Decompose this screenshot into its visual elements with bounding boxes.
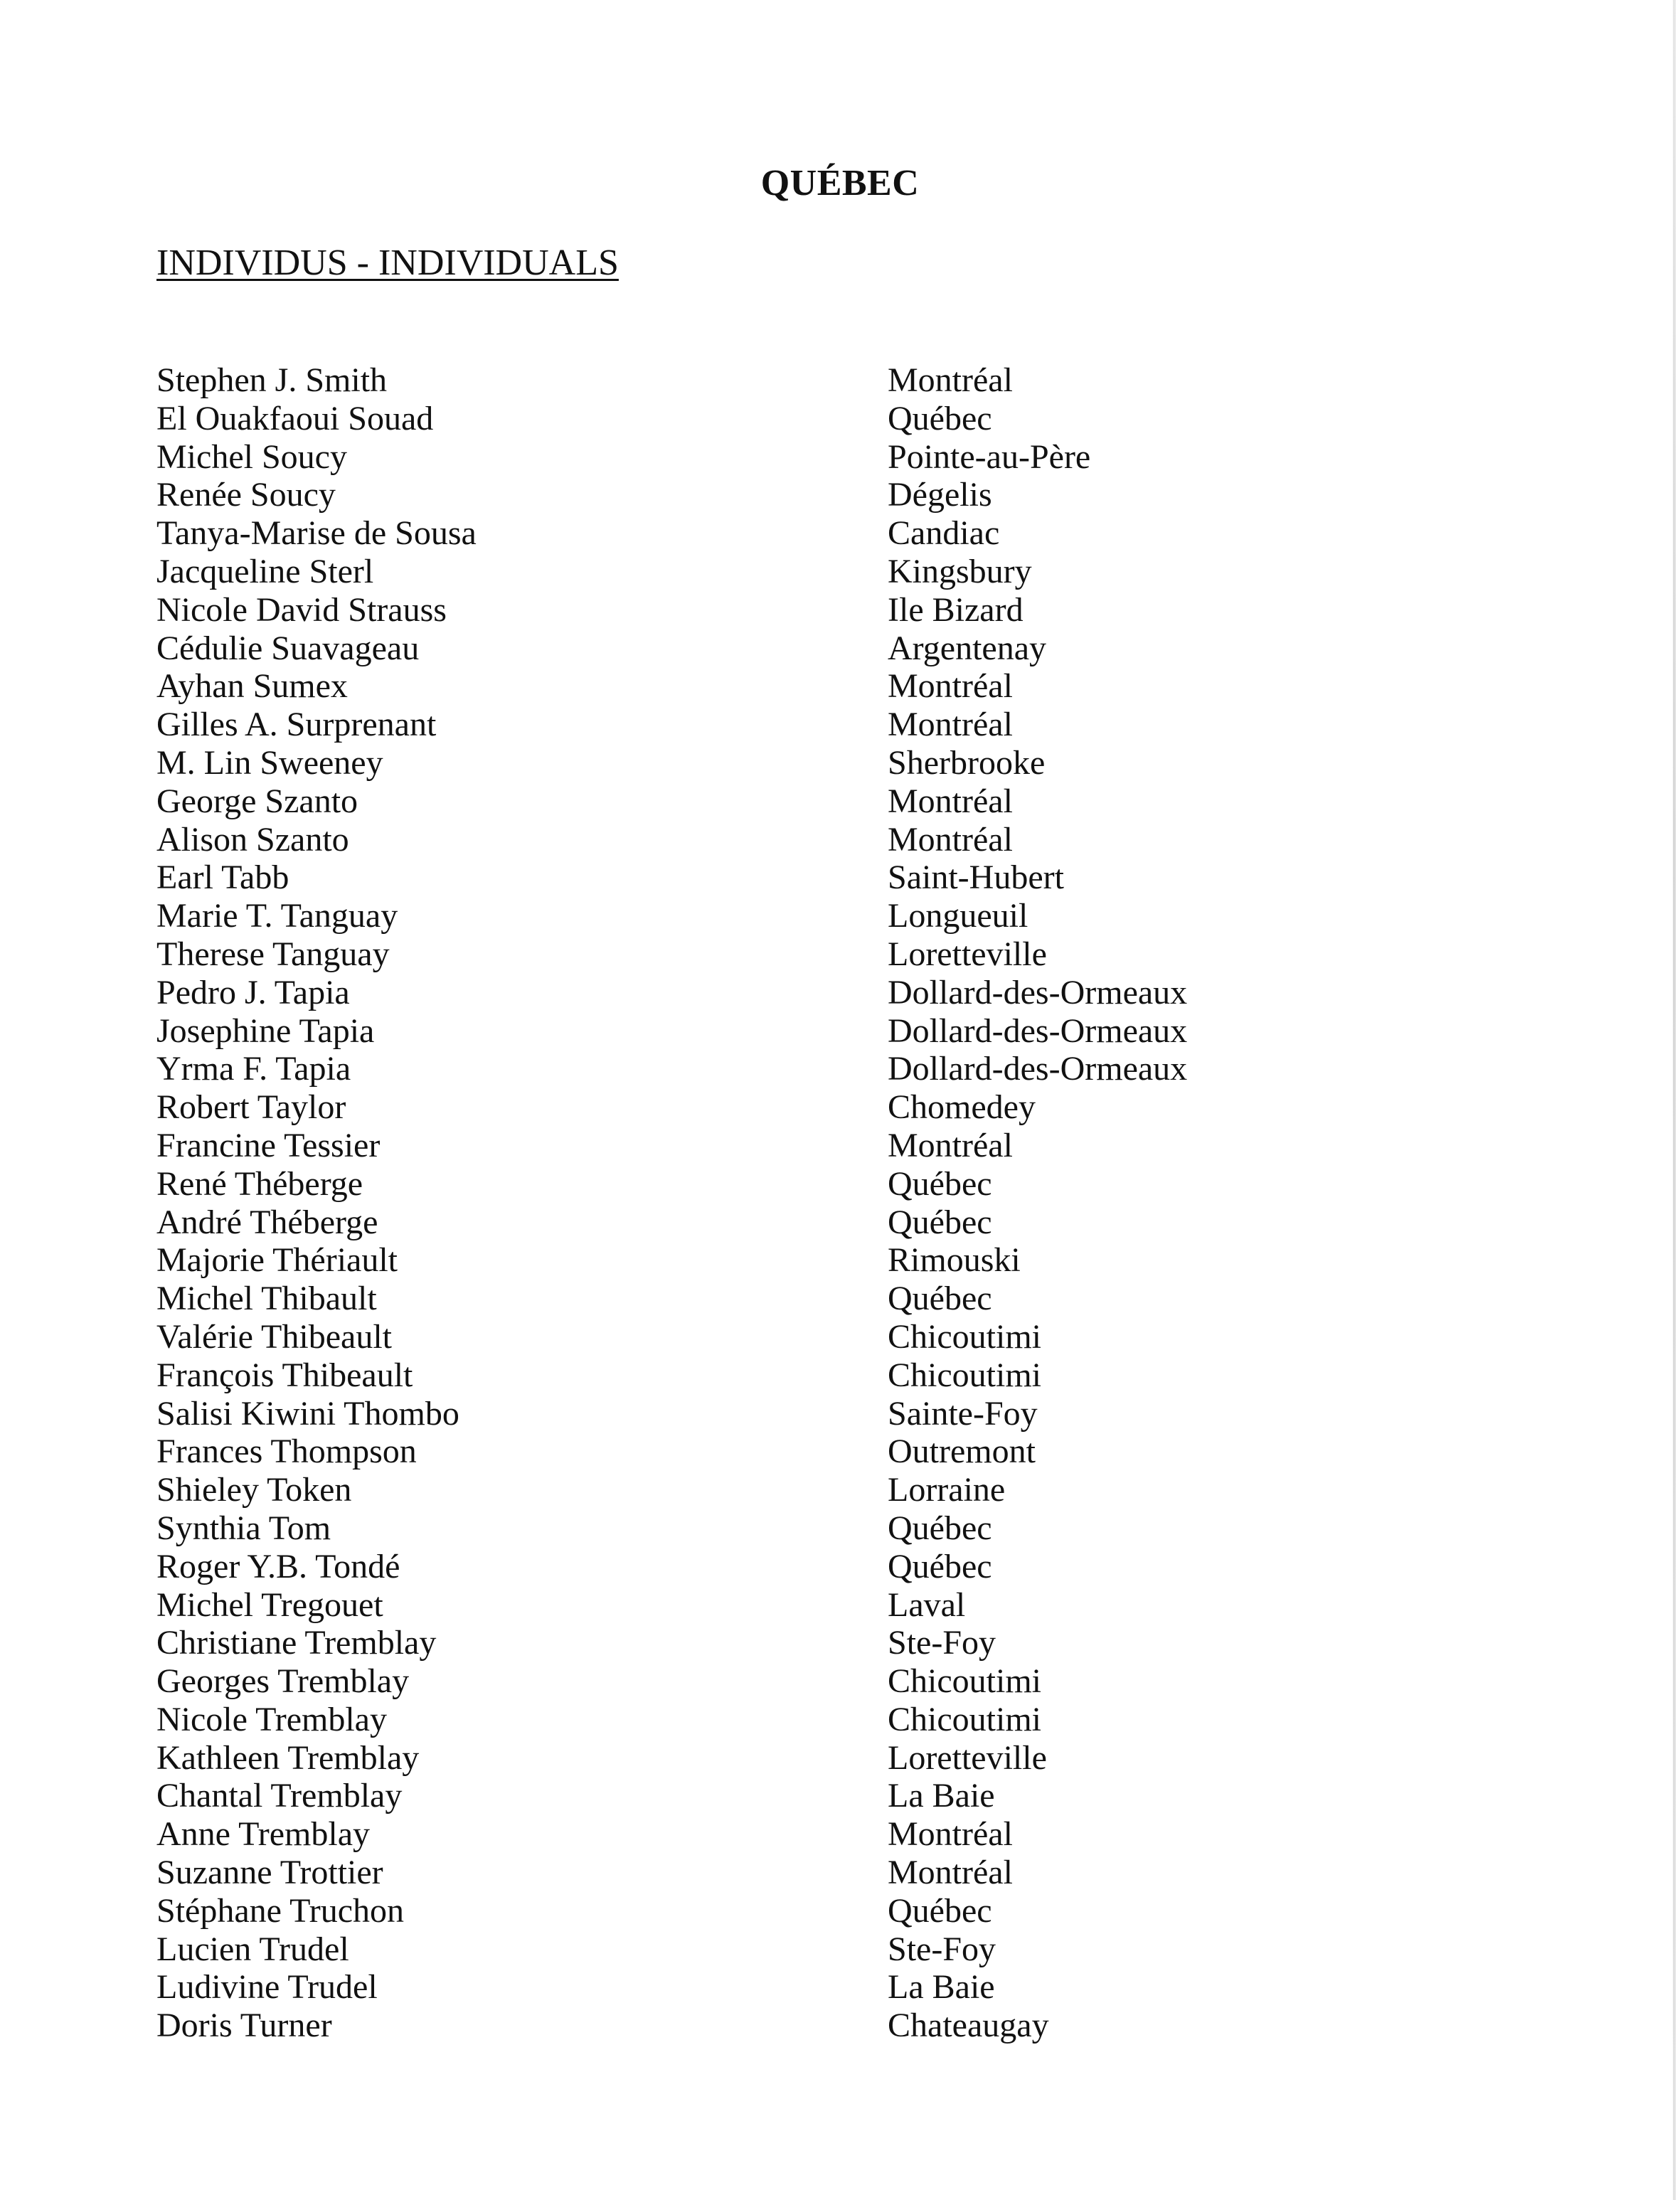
list-item bbox=[156, 667, 1508, 706]
person-city: Dollard-des-Ormeaux bbox=[888, 1050, 1188, 1088]
person-city: La Baie bbox=[888, 1777, 995, 1815]
person-name: Anne Tremblay bbox=[156, 1815, 370, 1854]
list-item bbox=[156, 1854, 1508, 1892]
list-item bbox=[156, 2007, 1508, 2045]
person-name: Michel Soucy bbox=[156, 437, 347, 476]
person-city: Québec bbox=[888, 1891, 992, 1930]
person-name: Synthia Tom bbox=[156, 1509, 331, 1547]
person-name: Yrma F. Tapia bbox=[156, 1050, 351, 1088]
person-city: Montréal bbox=[888, 667, 1013, 706]
person-name: François Thibeault bbox=[156, 1356, 413, 1394]
page-title: QUÉBEC bbox=[760, 163, 920, 203]
person-city: Dollard-des-Ormeaux bbox=[888, 1011, 1188, 1050]
person-name: Kathleen Tremblay bbox=[156, 1738, 420, 1777]
list-item bbox=[156, 706, 1508, 744]
list-item bbox=[156, 1318, 1508, 1356]
person-city: Pointe-au-Père bbox=[888, 437, 1091, 476]
person-city: Longueuil bbox=[888, 897, 1028, 935]
person-name: René Théberge bbox=[156, 1164, 363, 1203]
list-item bbox=[156, 1088, 1508, 1127]
person-city: Chicoutimi bbox=[888, 1356, 1041, 1394]
person-name: Robert Taylor bbox=[156, 1088, 346, 1127]
person-city: Ste-Foy bbox=[888, 1930, 996, 1968]
person-name: Shieley Token bbox=[156, 1471, 352, 1509]
person-city: Québec bbox=[888, 399, 992, 437]
person-name: Cédulie Suavageau bbox=[156, 629, 420, 667]
list-item bbox=[156, 1892, 1508, 1930]
list-item bbox=[156, 1815, 1508, 1854]
list-item bbox=[156, 1203, 1508, 1242]
person-name: Suzanne Trottier bbox=[156, 1854, 383, 1892]
person-city: Montréal bbox=[888, 1126, 1013, 1164]
person-city: Montréal bbox=[888, 1815, 1013, 1854]
person-city: Outremont bbox=[888, 1433, 1036, 1471]
person-city: Dégelis bbox=[888, 476, 992, 514]
person-city: Montréal bbox=[888, 361, 1013, 399]
person-name: Nicole David Strauss bbox=[156, 590, 447, 629]
person-name: Pedro J. Tapia bbox=[156, 973, 350, 1011]
list-item bbox=[156, 744, 1508, 782]
person-name: Ayhan Sumex bbox=[156, 667, 348, 706]
list-item bbox=[156, 1739, 1508, 1777]
person-city: Ste-Foy bbox=[888, 1624, 996, 1662]
list-item bbox=[156, 859, 1508, 897]
person-name: Jacqueline Sterl bbox=[156, 552, 374, 590]
person-city: Québec bbox=[888, 1280, 992, 1318]
person-city: Lorraine bbox=[888, 1471, 1006, 1509]
list-item bbox=[156, 1165, 1508, 1203]
person-name: George Szanto bbox=[156, 782, 358, 820]
list-item bbox=[156, 1012, 1508, 1051]
person-city: Laval bbox=[888, 1585, 966, 1624]
list-item bbox=[156, 782, 1508, 821]
person-city: Sherbrooke bbox=[888, 743, 1046, 782]
list-item bbox=[156, 1050, 1508, 1088]
person-city: Québec bbox=[888, 1164, 992, 1203]
person-name: Gilles A. Surprenant bbox=[156, 706, 437, 744]
list-item bbox=[156, 1241, 1508, 1280]
person-name: Marie T. Tanguay bbox=[156, 897, 398, 935]
person-name: Christiane Tremblay bbox=[156, 1624, 437, 1662]
person-name: Nicole Tremblay bbox=[156, 1700, 387, 1738]
list-item bbox=[156, 1662, 1508, 1701]
person-name: M. Lin Sweeney bbox=[156, 743, 383, 782]
individuals-list bbox=[156, 361, 1508, 2045]
person-city: Chomedey bbox=[888, 1088, 1036, 1127]
person-city: Saint-Hubert bbox=[888, 859, 1064, 897]
list-item bbox=[156, 935, 1508, 974]
person-city: Québec bbox=[888, 1509, 992, 1547]
list-item bbox=[156, 974, 1508, 1012]
person-name: Michel Tregouet bbox=[156, 1585, 383, 1624]
list-item bbox=[156, 1471, 1508, 1509]
list-item bbox=[156, 438, 1508, 477]
list-item bbox=[156, 553, 1508, 591]
list-item bbox=[156, 400, 1508, 438]
list-item bbox=[156, 591, 1508, 629]
person-city: Chicoutimi bbox=[888, 1317, 1041, 1356]
person-city: Montréal bbox=[888, 820, 1013, 859]
person-name: El Ouakfaoui Souad bbox=[156, 399, 434, 437]
person-name: Salisi Kiwini Thombo bbox=[156, 1394, 459, 1433]
person-city: Chateaugay bbox=[888, 2007, 1049, 2045]
person-name: Alison Szanto bbox=[156, 820, 349, 859]
person-name: Renée Soucy bbox=[156, 476, 336, 514]
person-name: Therese Tanguay bbox=[156, 935, 390, 973]
person-name: Josephine Tapia bbox=[156, 1011, 375, 1050]
person-name: Frances Thompson bbox=[156, 1433, 417, 1471]
person-city: Rimouski bbox=[888, 1241, 1021, 1280]
list-item bbox=[156, 1777, 1508, 1815]
person-name: Valérie Thibeault bbox=[156, 1317, 392, 1356]
list-item bbox=[156, 1356, 1508, 1395]
list-item bbox=[156, 476, 1508, 514]
list-item bbox=[156, 1395, 1508, 1433]
person-city: Montréal bbox=[888, 782, 1013, 820]
person-city: Québec bbox=[888, 1203, 992, 1241]
person-city: Loretteville bbox=[888, 935, 1047, 973]
person-name: Lucien Trudel bbox=[156, 1930, 349, 1968]
person-city: Chicoutimi bbox=[888, 1700, 1041, 1738]
person-city: Chicoutimi bbox=[888, 1662, 1041, 1701]
person-name: Doris Turner bbox=[156, 2007, 332, 2045]
list-item bbox=[156, 514, 1508, 553]
person-name: Stephen J. Smith bbox=[156, 361, 388, 399]
list-item bbox=[156, 1701, 1508, 1739]
list-item bbox=[156, 1433, 1508, 1471]
person-city: Ile Bizard bbox=[888, 590, 1024, 629]
list-item bbox=[156, 1280, 1508, 1318]
person-name: Chantal Tremblay bbox=[156, 1777, 403, 1815]
person-city: Montréal bbox=[888, 706, 1013, 744]
list-item bbox=[156, 1586, 1508, 1625]
person-city: Sainte-Foy bbox=[888, 1394, 1038, 1433]
person-city: Dollard-des-Ormeaux bbox=[888, 973, 1188, 1011]
person-city: Loretteville bbox=[888, 1738, 1047, 1777]
list-item bbox=[156, 897, 1508, 935]
list-item bbox=[156, 361, 1508, 400]
person-name: Ludivine Trudel bbox=[156, 1968, 378, 2007]
scan-edge-shadow bbox=[1673, 0, 1676, 2200]
person-name: Earl Tabb bbox=[156, 859, 289, 897]
list-item bbox=[156, 1509, 1508, 1548]
person-name: Roger Y.B. Tondé bbox=[156, 1547, 400, 1585]
person-name: Stéphane Truchon bbox=[156, 1891, 404, 1930]
person-name: Georges Tremblay bbox=[156, 1662, 410, 1701]
person-name: Michel Thibault bbox=[156, 1280, 377, 1318]
list-item bbox=[156, 1127, 1508, 1165]
person-name: Majorie Thériault bbox=[156, 1241, 398, 1280]
person-city: Argentenay bbox=[888, 629, 1047, 667]
list-item bbox=[156, 629, 1508, 668]
person-city: Montréal bbox=[888, 1854, 1013, 1892]
person-city: La Baie bbox=[888, 1968, 995, 2007]
person-name: André Théberge bbox=[156, 1203, 378, 1241]
list-item bbox=[156, 1968, 1508, 2007]
list-item bbox=[156, 1930, 1508, 1969]
person-city: Kingsbury bbox=[888, 552, 1032, 590]
person-city: Québec bbox=[888, 1547, 992, 1585]
person-city: Candiac bbox=[888, 514, 1000, 553]
list-item bbox=[156, 821, 1508, 859]
list-item bbox=[156, 1624, 1508, 1662]
person-name: Francine Tessier bbox=[156, 1126, 381, 1164]
section-heading: INDIVIDUS - INDIVIDUALS bbox=[156, 243, 619, 283]
list-item bbox=[156, 1548, 1508, 1586]
person-name: Tanya-Marise de Sousa bbox=[156, 514, 477, 553]
